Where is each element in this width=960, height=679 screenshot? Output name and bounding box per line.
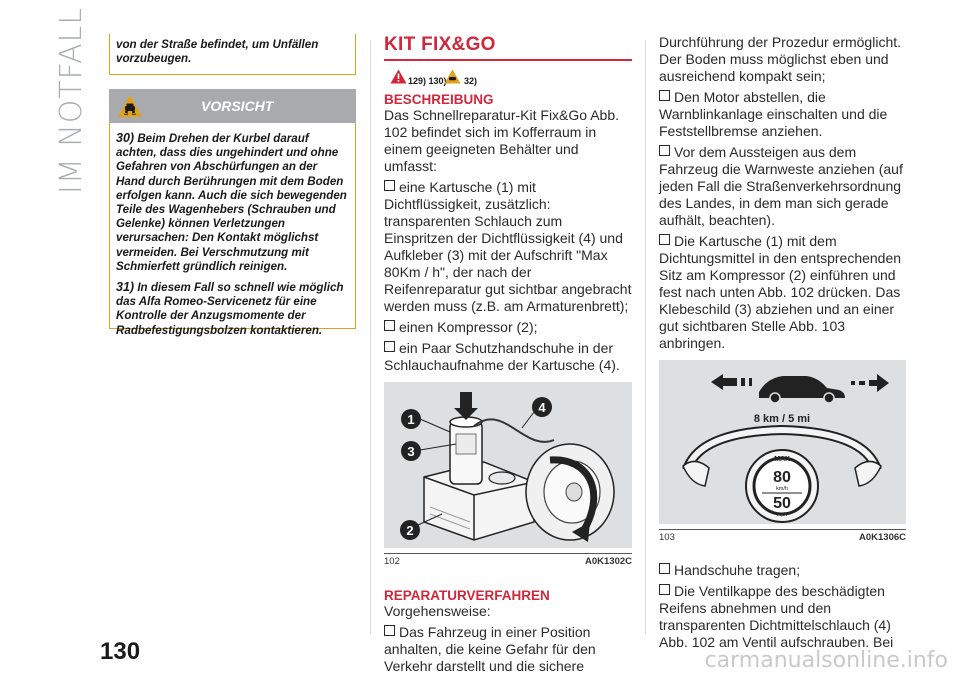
svg-text:4: 4 xyxy=(538,400,546,415)
list-item: einen Kompressor (2); xyxy=(384,319,632,336)
warning-header xyxy=(109,89,356,123)
car-skid-warning-icon xyxy=(117,94,143,118)
svg-text:MAX: MAX xyxy=(774,456,790,463)
subheading-procedure: REPARATURVERFAHREN xyxy=(384,588,550,603)
checkbox-bullet-icon xyxy=(659,234,670,245)
list-item: Die Kartusche (1) mit dem Dichtungsmittel in den entsprechenden Sitz am Kompressor (2) einführen und fest nach unten Abb. 102 drücken. Das Klebeschild (3) abziehen und an einer gut sichtbaren Stelle Abb. 103 anbringen. xyxy=(659,233,902,351)
list-item: Das Fahrzeug in einer Position anhalten, die keine Gefahr für den Verkehr darstellt und die sichere xyxy=(384,624,596,674)
caution-triangle-icon xyxy=(444,69,461,84)
figure-102 xyxy=(384,382,632,554)
warning-ref-numbers: 129) 130) xyxy=(408,76,447,86)
column-left xyxy=(109,34,356,337)
page-number: 130 xyxy=(100,638,141,665)
column-right xyxy=(659,34,906,655)
note-box-continued: von der Straße befindet, um Unfällen vorzubeugen. xyxy=(109,34,356,75)
checkbox-bullet-icon xyxy=(384,180,395,191)
section-heading: KIT FIX&GO xyxy=(384,34,496,55)
watermark: carmanualsonline.info xyxy=(704,648,948,673)
svg-text:50: 50 xyxy=(773,495,791,512)
repair-kit-illustration xyxy=(384,382,632,548)
svg-text:1: 1 xyxy=(407,412,415,427)
warning-note: 31) In diesem Fall so schnell wie möglich das Alfa Romeo-Servicenetz für eine Kontrolle der Anzugsmomente der Radbefestigungsbolzen kontaktieren. xyxy=(116,280,344,337)
checkbox-bullet-icon xyxy=(659,145,670,156)
checkbox-bullet-icon xyxy=(384,341,395,352)
list-item: Vor dem Aussteigen aus dem Fahrzeug die Warnweste anziehen (auf jeden Fall die Straßenverkehrsordnung des Landes, in dem man sich gerade aufhält, beachten). xyxy=(659,144,903,228)
warning-triangle-icon xyxy=(390,69,407,84)
svg-text:80: 80 xyxy=(773,469,791,486)
figure-caption: 103 A0K1306C xyxy=(659,532,906,543)
checkbox-bullet-icon xyxy=(659,90,670,101)
procedure-text-bottom xyxy=(659,562,906,651)
checkbox-bullet-icon xyxy=(384,625,395,636)
list-item: Durchführung der Prozedur ermöglicht. Der Boden muss möglichst eben und ausreichend kompakt sein; xyxy=(659,34,902,84)
warning-box xyxy=(109,123,356,337)
speed-sticker-illustration xyxy=(659,360,906,524)
svg-text:2: 2 xyxy=(406,523,414,538)
list-item: Den Motor abstellen, die Warnblinkanlage einschalten und die Feststellbremse anziehen. xyxy=(659,89,888,139)
warning-label: VORSICHT xyxy=(201,98,274,114)
list-item: ein Paar Schutzhandschuhe in der Schlauchaufnahme der Kartusche (4). xyxy=(384,340,620,373)
column-divider xyxy=(370,40,371,634)
warning-note: 30) Beim Drehen der Kurbel darauf achten, dass dies ungehindert und ohne Gefahren von Abschürfungen an der Hand durch Berührungen mit dem Boden erfolgen kann. Auch die sich bewegenden Teile des Wagenhebers (Schrauben und Gelenke) können Verletzungen verursachen: Den Kontakt möglichst vermeiden. Bei Verschmutzung mit Schmierfett gründlich reinigen. xyxy=(116,131,347,273)
description-text: Das Schnellreparatur-Kit Fix&Go Abb. 102 befindet sich im Kofferraum in einem geeigneten Behälter und umfasst: eine Kartusche (1) mit Dichtflüssigkeit, zusätzlich: transparenten Schlauch zum Einspritzen der Dichtflüssigkeit (4) und Aufkleber (3) mit der Aufschrift "Max 80Km / h", der nach der Reifenreparatur gut sichtbar angebracht werden muss (z.B. am Armaturenbrett); einen Kompressor (2); ein Paar Schutzhandschuhe in der Schlauchaufnahme der Kartusche (4). xyxy=(384,107,632,373)
list-item: Die Ventilkappe des beschädigten Reifens abnehmen und den transparenten Dichtmittelschlauch (4) Abb. 102 am Ventil aufschrauben. Bei xyxy=(659,583,894,650)
figure-caption: 102 A0K1302C xyxy=(384,556,632,567)
svg-text:3: 3 xyxy=(407,444,415,459)
checkbox-bullet-icon xyxy=(659,563,670,574)
caution-ref-number: 32) xyxy=(464,76,478,86)
section-title: IM NOTFALL xyxy=(54,6,89,194)
list-item: eine Kartusche (1) mit Dichtflüssigkeit, zusätzlich: transparenten Schlauch zum Einspritzen der Dichtflüssigkeit (4) und Aufkleber (3) mit der Aufschrift "Max 80Km / h", der nach der Reifenreparatur gut sichtbar angebracht werden muss (z.B. am Armaturenbrett); xyxy=(384,179,632,314)
column-middle xyxy=(384,34,632,679)
subheading-description: BESCHREIBUNG xyxy=(384,92,494,107)
column-divider xyxy=(645,40,646,634)
warning-references xyxy=(384,69,632,89)
procedure-text-continued xyxy=(659,34,906,352)
checkbox-bullet-icon xyxy=(659,584,670,595)
heading-rule xyxy=(384,59,632,61)
svg-text:km/h: km/h xyxy=(776,486,788,492)
procedure-text: Vorgehensweise: Das Fahrzeug in einer Position anhalten, die keine Gefahr für den Verkehr darstellt und die sichere xyxy=(384,603,632,675)
svg-text:8 km / 5 mi: 8 km / 5 mi xyxy=(753,413,811,425)
svg-text:mph: mph xyxy=(776,512,788,518)
figure-103 xyxy=(659,360,906,530)
list-item: Handschuhe tragen; xyxy=(659,562,906,579)
checkbox-bullet-icon xyxy=(384,320,395,331)
